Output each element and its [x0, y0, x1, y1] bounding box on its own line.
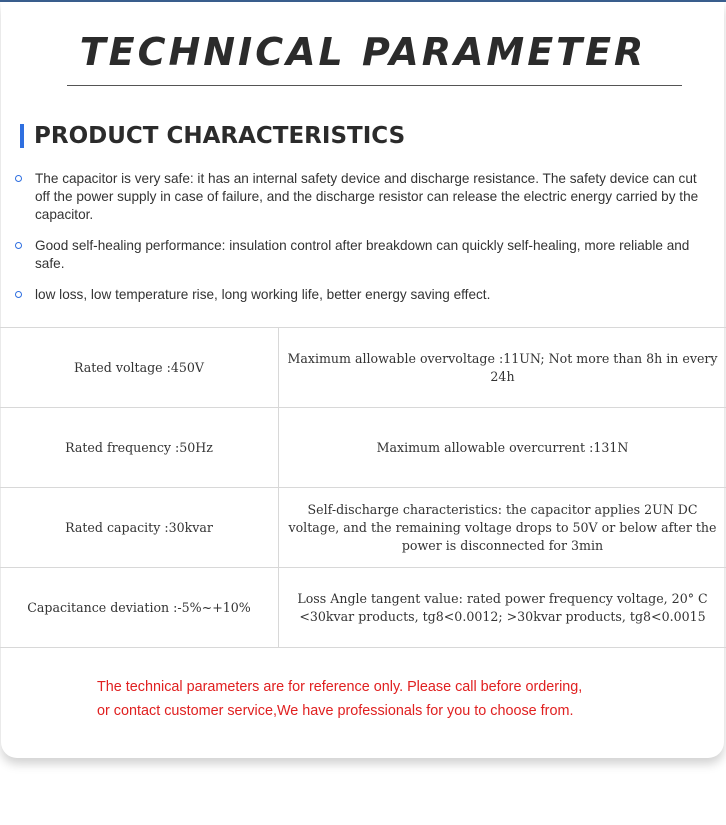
table-row — [0, 488, 726, 568]
spec-cell-right: Self-discharge characteristics: the capacitor applies 2UN DC voltage, and the remaining voltage drops to 50V or below after the power is disconnected for 3min — [279, 488, 726, 568]
spec-cell-right: Maximum allowable overcurrent :131N — [279, 408, 726, 488]
title-divider — [67, 85, 682, 86]
spec-cell-left: Capacitance deviation :-5%~+10% — [0, 568, 279, 648]
section-title: PRODUCT CHARACTERISTICS — [34, 123, 406, 149]
feature-item — [14, 237, 714, 273]
table-row — [0, 328, 726, 408]
spec-cell-left: Rated capacity :30kvar — [0, 488, 279, 568]
spec-cell-right: Loss Angle tangent value: rated power frequency voltage, 20° C <30kvar products, tg8<0.0012; >30kvar products, tg8<0.0015 — [279, 568, 726, 648]
feature-item — [14, 170, 714, 224]
bullet-circle-icon — [15, 175, 22, 182]
feature-list — [14, 170, 714, 317]
feature-text: Good self-healing performance: insulation control after breakdown can quickly self-healing, more reliable and safe. — [35, 238, 690, 271]
bullet-circle-icon — [15, 291, 22, 298]
section-accent-bar — [20, 124, 24, 148]
spec-table — [0, 327, 726, 648]
spec-cell-right: Maximum allowable overvoltage :11UN; Not more than 8h in every 24h — [279, 328, 726, 408]
table-row — [0, 408, 726, 488]
section-header — [20, 122, 405, 150]
table-row — [0, 568, 726, 648]
spec-cell-left: Rated voltage :450V — [0, 328, 279, 408]
notice-line: or contact customer service,We have professionals for you to choose from. — [97, 703, 574, 719]
bullet-circle-icon — [15, 242, 22, 249]
feature-text: low loss, low temperature rise, long working life, better energy saving effect. — [35, 287, 491, 302]
spec-cell-left: Rated frequency :50Hz — [0, 408, 279, 488]
feature-item — [14, 286, 714, 304]
notice-line: The technical parameters are for reference only. Please call before ordering, — [97, 679, 583, 695]
page-title: TECHNICAL PARAMETER — [79, 30, 647, 74]
disclaimer-notice — [97, 675, 657, 723]
feature-text: The capacitor is very safe: it has an internal safety device and discharge resistance. The safety device can cut off the power supply in case of failure, and the discharge resistor can release the electric energy carried by the capacitor. — [35, 171, 699, 222]
